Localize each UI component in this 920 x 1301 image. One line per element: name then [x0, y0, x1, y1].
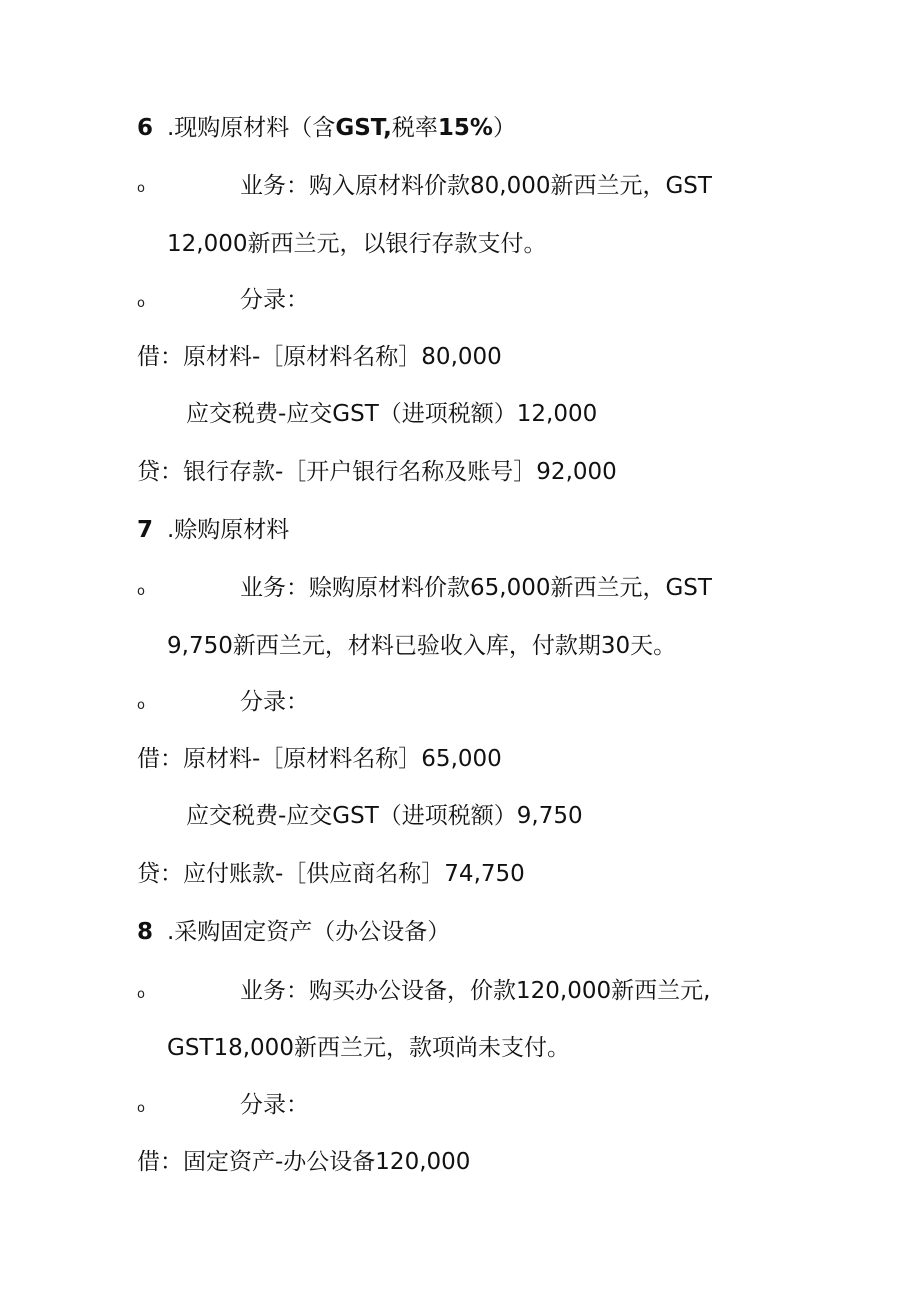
- business-description-continued: 9,750新西兰元，材料已验收入库，付款期30天。: [167, 633, 677, 659]
- section-8-heading: [137, 917, 450, 947]
- business-description: 业务：赊购原材料价款65,000新西兰元，GST: [240, 575, 712, 601]
- section-7-heading: [137, 515, 289, 545]
- entry-label: 分录：: [240, 1092, 309, 1118]
- bullet-marker: o: [137, 181, 145, 196]
- credit-entry: 贷：应付账款-［供应商名称］74,750: [137, 861, 525, 887]
- bullet-marker: o: [137, 296, 145, 311]
- credit-entry: 贷：银行存款-［开户银行名称及账号］92,000: [137, 459, 617, 485]
- bullet-marker: o: [137, 584, 145, 599]
- section-number: 8: [137, 919, 154, 945]
- entry-label: 分录：: [240, 287, 309, 313]
- debit-entry-tax: 应交税费-应交GST（进项税额）9,750: [186, 803, 583, 829]
- debit-entry: 借：原材料-［原材料名称］80,000: [137, 344, 502, 370]
- debit-entry: 借：原材料-［原材料名称］65,000: [137, 746, 502, 772]
- section-title: .现购原材料（含GST,税率15%）: [167, 115, 516, 141]
- debit-entry-tax: 应交税费-应交GST（进项税额）12,000: [186, 401, 598, 427]
- business-description-continued: 12,000新西兰元，以银行存款支付。: [167, 231, 547, 257]
- section-title: .采购固定资产（办公设备）: [167, 919, 451, 945]
- bullet-marker: o: [137, 698, 145, 713]
- business-description-continued: GST18,000新西兰元，款项尚未支付。: [167, 1035, 570, 1061]
- debit-entry: 借：固定资产-办公设备120,000: [137, 1149, 471, 1175]
- business-description: 业务：购入原材料价款80,000新西兰元，GST: [240, 173, 712, 199]
- section-title: .赊购原材料: [167, 517, 290, 543]
- section-6-heading: [137, 113, 516, 143]
- section-number: 7: [137, 517, 154, 543]
- bullet-marker: o: [137, 987, 145, 1002]
- business-description: 业务：购买办公设备，价款120,000新西兰元,: [240, 978, 711, 1004]
- bullet-marker: o: [137, 1101, 145, 1116]
- entry-label: 分录：: [240, 689, 309, 715]
- section-number: 6: [137, 115, 154, 141]
